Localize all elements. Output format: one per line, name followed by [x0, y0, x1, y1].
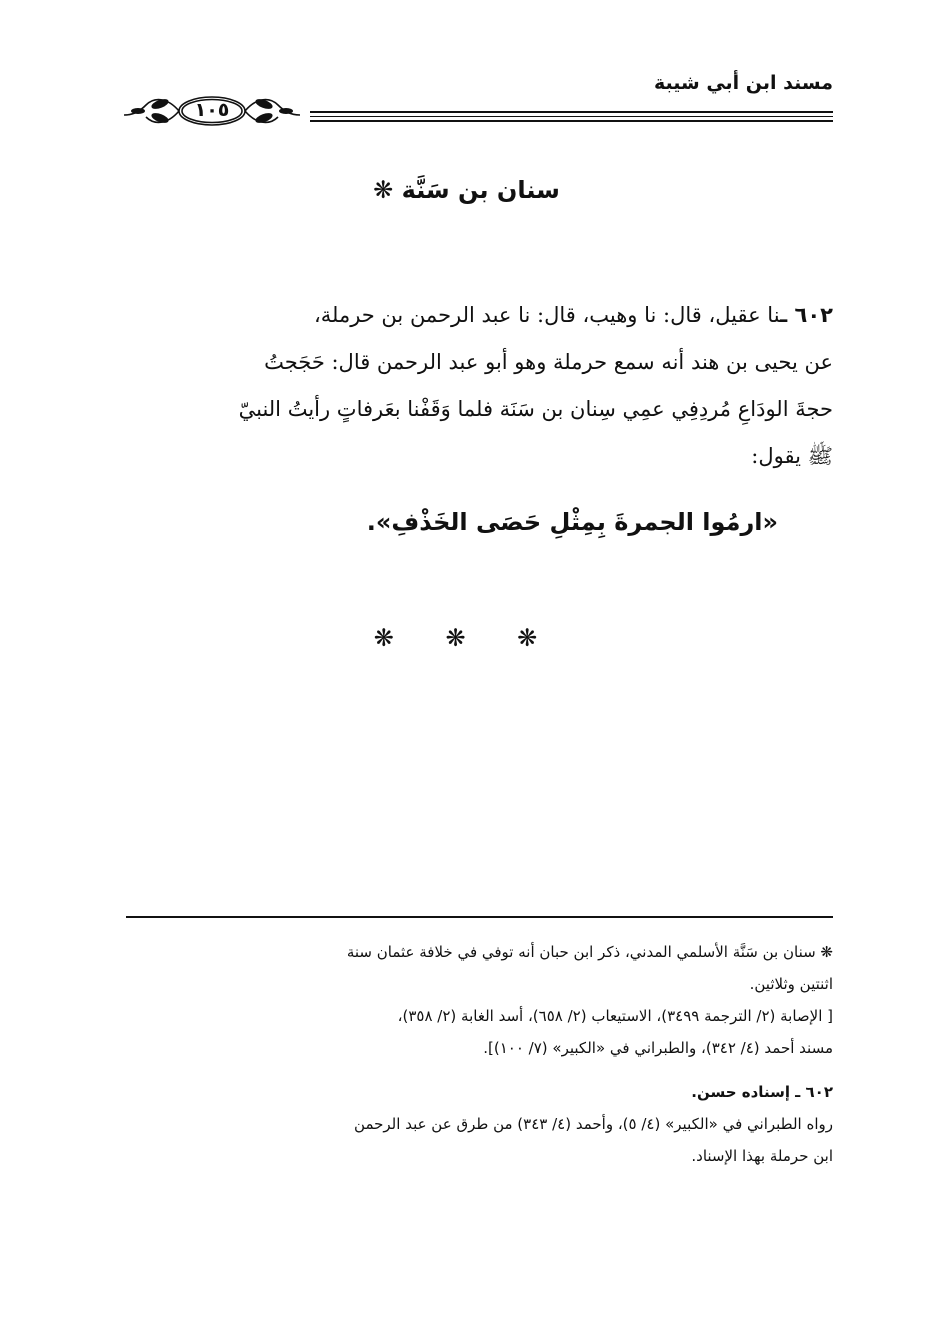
footnote-line: ❋ سنان بن سَنَّة الأسلمي المدني، ذكر ابن حبان أنه توفي في خلافة عثمان سنة — [346, 943, 833, 961]
header-rule — [310, 116, 833, 117]
footnote-line: رواه الطبراني في «الكبير» (٤/ ٥)، وأحمد (٤/ ٣٤٣) من طرق عن عبد الرحمن — [354, 1115, 833, 1133]
page-number: ١٠٥ — [194, 99, 230, 121]
section-heading: سنان بن سَنَّة ❋ — [373, 176, 560, 204]
hadith-text — [98, 292, 833, 480]
footnote-gap — [126, 1064, 833, 1076]
footnote-line: اثنتين وثلاثين. — [749, 975, 833, 993]
header-rule — [310, 120, 833, 122]
running-title: مسند ابن أبي شيبة — [653, 72, 833, 94]
footnote-line: ابن حرملة بهذا الإسناد. — [691, 1147, 833, 1165]
hadith-line: حجةَ الودَاعِ مُردِفِي عمِي سِنان بن سَنَة فلما وَقَفْنا بعَرفاتٍ رأيتُ النبيّ — [238, 397, 833, 421]
header-rule — [310, 111, 833, 113]
hadith-quote: «ارمُوا الجمرةَ بِمِثْلِ حَصَى الخَذْفِ». — [366, 508, 778, 536]
hadith-line: عن يحيى بن هند أنه سمع حرملة وهو أبو عبد الرحمن قال: حَجَجتُ — [264, 350, 833, 374]
section-separator: ❋ ❋ ❋ — [373, 624, 560, 652]
hadith-number: ٦٠٢ ـ — [780, 303, 833, 327]
hadith-line: ﷺ يقول: — [751, 444, 833, 468]
footnote-line: مسند أحمد (٤/ ٣٤٢)، والطبراني في «الكبير» (٧/ ١٠٠)]. — [483, 1039, 833, 1057]
footnotes — [126, 936, 833, 1172]
hadith-line: ٦٠٢ ـنا عقيل، قال: نا وهيب، قال: نا عبد الرحمن بن حرملة، — [313, 303, 833, 327]
takhrij-heading: ٦٠٢ ـ إسناده حسن. — [691, 1083, 833, 1101]
footnote-rule — [126, 916, 833, 918]
footnote-line: [ الإصابة (٢/ الترجمة ٣٤٩٩)، الاستيعاب (٢/ ٦٥٨)، أسد الغابة (٢/ ٣٥٨)، — [397, 1007, 833, 1025]
